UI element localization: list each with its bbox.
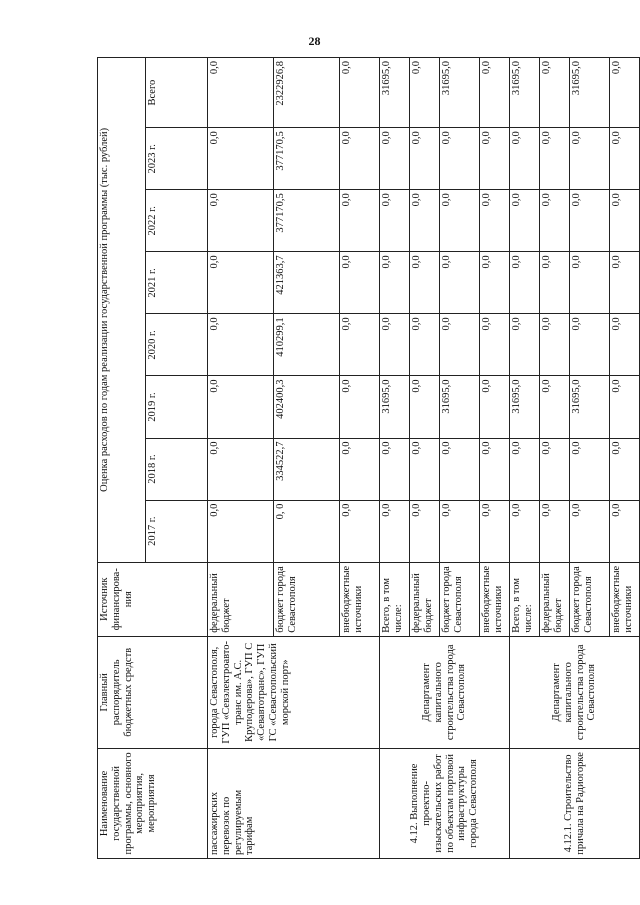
value-cell: 31695,0 (440, 376, 480, 438)
total-cell: 31695,0 (570, 58, 610, 128)
value-cell: 0,0 (540, 314, 570, 376)
funding-source: бюджет города Севастополя (570, 562, 610, 636)
header-year: 2021 г. (146, 252, 208, 314)
value-cell: 0,0 (340, 438, 380, 500)
value-cell: 0,0 (610, 128, 640, 190)
value-cell: 0,0 (610, 314, 640, 376)
value-cell: 421363,7 (274, 252, 340, 314)
value-cell: 0,0 (510, 438, 540, 500)
funding-source: бюджет города Севастополя (440, 562, 480, 636)
value-cell: 0,0 (208, 190, 274, 252)
header-year: 2018 г. (146, 438, 208, 500)
total-cell: 31695,0 (380, 58, 410, 128)
budget-table (97, 57, 640, 859)
value-cell: 0,0 (340, 500, 380, 562)
value-cell: 0,0 (208, 376, 274, 438)
value-cell: 0,0 (480, 500, 510, 562)
value-cell: 0,0 (340, 314, 380, 376)
value-cell: 0,0 (610, 190, 640, 252)
value-cell: 0,0 (410, 500, 440, 562)
value-cell: 0,0 (380, 314, 410, 376)
total-cell: 0,0 (208, 58, 274, 128)
value-cell: 0,0 (440, 500, 480, 562)
value-cell: 0,0 (610, 500, 640, 562)
funding-source: Всего, в том числе: (510, 562, 540, 636)
value-cell: 0,0 (410, 190, 440, 252)
value-cell: 0,0 (340, 128, 380, 190)
value-cell: 0,0 (410, 314, 440, 376)
value-cell: 0,0 (208, 438, 274, 500)
budget-table-rotated (97, 57, 634, 859)
value-cell: 0,0 (540, 438, 570, 500)
header-manager: Главный распорядитель бюджетных средств (98, 636, 208, 748)
value-cell: 334522,7 (274, 438, 340, 500)
value-cell: 0,0 (610, 438, 640, 500)
value-cell: 0,0 (480, 128, 510, 190)
value-cell: 0,0 (610, 252, 640, 314)
value-cell: 31695,0 (570, 376, 610, 438)
total-cell: 0,0 (480, 58, 510, 128)
value-cell: 0,0 (510, 128, 540, 190)
value-cell: 0,0 (570, 438, 610, 500)
value-cell: 0,0 (410, 252, 440, 314)
table-row (208, 58, 274, 859)
value-cell: 0,0 (480, 438, 510, 500)
value-cell: 410299,1 (274, 314, 340, 376)
value-cell: 402400,3 (274, 376, 340, 438)
value-cell: 0,0 (440, 190, 480, 252)
value-cell: 0,0 (208, 314, 274, 376)
measure-name: пассажирских перевозок по регулируемым тарифам (208, 748, 380, 858)
value-cell: 0,0 (410, 128, 440, 190)
value-cell: 0,0 (570, 252, 610, 314)
value-cell: 0,0 (380, 252, 410, 314)
value-cell: 0,0 (410, 376, 440, 438)
total-cell: 0,0 (340, 58, 380, 128)
value-cell: 0,0 (380, 190, 410, 252)
total-cell: 0,0 (610, 58, 640, 128)
value-cell: 0,0 (340, 376, 380, 438)
funding-source: внебюджетные источники (340, 562, 380, 636)
funding-source: внебюджетные источники (610, 562, 640, 636)
value-cell: 0,0 (410, 438, 440, 500)
measure-name: 4.12. Выполнение проектно-изыскательских работ по объектам портовой инфраструктуры города Севастополя (380, 748, 510, 858)
value-cell: 0,0 (570, 314, 610, 376)
value-cell: 31695,0 (380, 376, 410, 438)
funding-source: федеральный бюджет (208, 562, 274, 636)
measure-name: 4.12.1. Строительство причала на Радиогорке (510, 748, 640, 858)
value-cell: 0,0 (510, 500, 540, 562)
funding-source: Всего, в том числе: (380, 562, 410, 636)
total-cell: 0,0 (410, 58, 440, 128)
value-cell: 0,0 (208, 500, 274, 562)
funding-source: внебюджетные источники (480, 562, 510, 636)
value-cell: 0,0 (440, 314, 480, 376)
funding-source: федеральный бюджет (410, 562, 440, 636)
value-cell: 0,0 (480, 376, 510, 438)
table-row (510, 58, 540, 859)
total-cell: 0,0 (540, 58, 570, 128)
value-cell: 0,0 (570, 128, 610, 190)
value-cell: 0, 0 (274, 500, 340, 562)
value-cell: 31695,0 (510, 376, 540, 438)
manager-name: Департамент капитального строительства города Севастополя (510, 636, 640, 748)
value-cell: 0,0 (440, 128, 480, 190)
header-year: 2022 г. (146, 190, 208, 252)
value-cell: 0,0 (510, 252, 540, 314)
total-cell: 31695,0 (440, 58, 480, 128)
value-cell: 0,0 (570, 500, 610, 562)
manager-name: города Севастополя, ГУП «Севэлектроавто-транс им. А.С. Круподерова», ГУП С «Севавтотранс», ГУП ГС «Севастопольский морской порт» (208, 636, 380, 748)
value-cell: 0,0 (380, 128, 410, 190)
page-number: 28 (308, 34, 321, 48)
value-cell: 0,0 (380, 500, 410, 562)
table-row (380, 58, 410, 859)
funding-source: бюджет города Севастополя (274, 562, 340, 636)
value-cell: 0,0 (480, 252, 510, 314)
value-cell: 0,0 (570, 190, 610, 252)
total-cell: 2322926,8 (274, 58, 340, 128)
header-source: Источник финансирова-ния (98, 562, 208, 636)
value-cell: 0,0 (610, 376, 640, 438)
header-expenses-group: Оценка расходов по годам реализации государственной программы (тыс. рублей) (98, 58, 146, 563)
value-cell: 0,0 (340, 190, 380, 252)
value-cell: 0,0 (440, 438, 480, 500)
header-total: Всего (146, 58, 208, 128)
value-cell: 0,0 (340, 252, 380, 314)
header-name: Наименование государственной программы, основного мероприятия, мероприятия (98, 748, 208, 858)
value-cell: 0,0 (540, 128, 570, 190)
value-cell: 0,0 (510, 314, 540, 376)
value-cell: 0,0 (540, 190, 570, 252)
value-cell: 0,0 (208, 252, 274, 314)
value-cell: 0,0 (510, 190, 540, 252)
value-cell: 377170,5 (274, 190, 340, 252)
header-year: 2023 г. (146, 128, 208, 190)
header-year: 2019 г. (146, 376, 208, 438)
value-cell: 0,0 (480, 314, 510, 376)
header-year: 2020 г. (146, 314, 208, 376)
total-cell: 31695,0 (510, 58, 540, 128)
value-cell: 377170,5 (274, 128, 340, 190)
value-cell: 0,0 (540, 376, 570, 438)
manager-name: Департамент капитального строительства города Севастополя (380, 636, 510, 748)
value-cell: 0,0 (380, 438, 410, 500)
value-cell: 0,0 (540, 500, 570, 562)
header-year: 2017 г. (146, 500, 208, 562)
table-header-row (98, 58, 146, 859)
funding-source: федеральный бюджет (540, 562, 570, 636)
value-cell: 0,0 (540, 252, 570, 314)
value-cell: 0,0 (480, 190, 510, 252)
value-cell: 0,0 (208, 128, 274, 190)
value-cell: 0,0 (440, 252, 480, 314)
